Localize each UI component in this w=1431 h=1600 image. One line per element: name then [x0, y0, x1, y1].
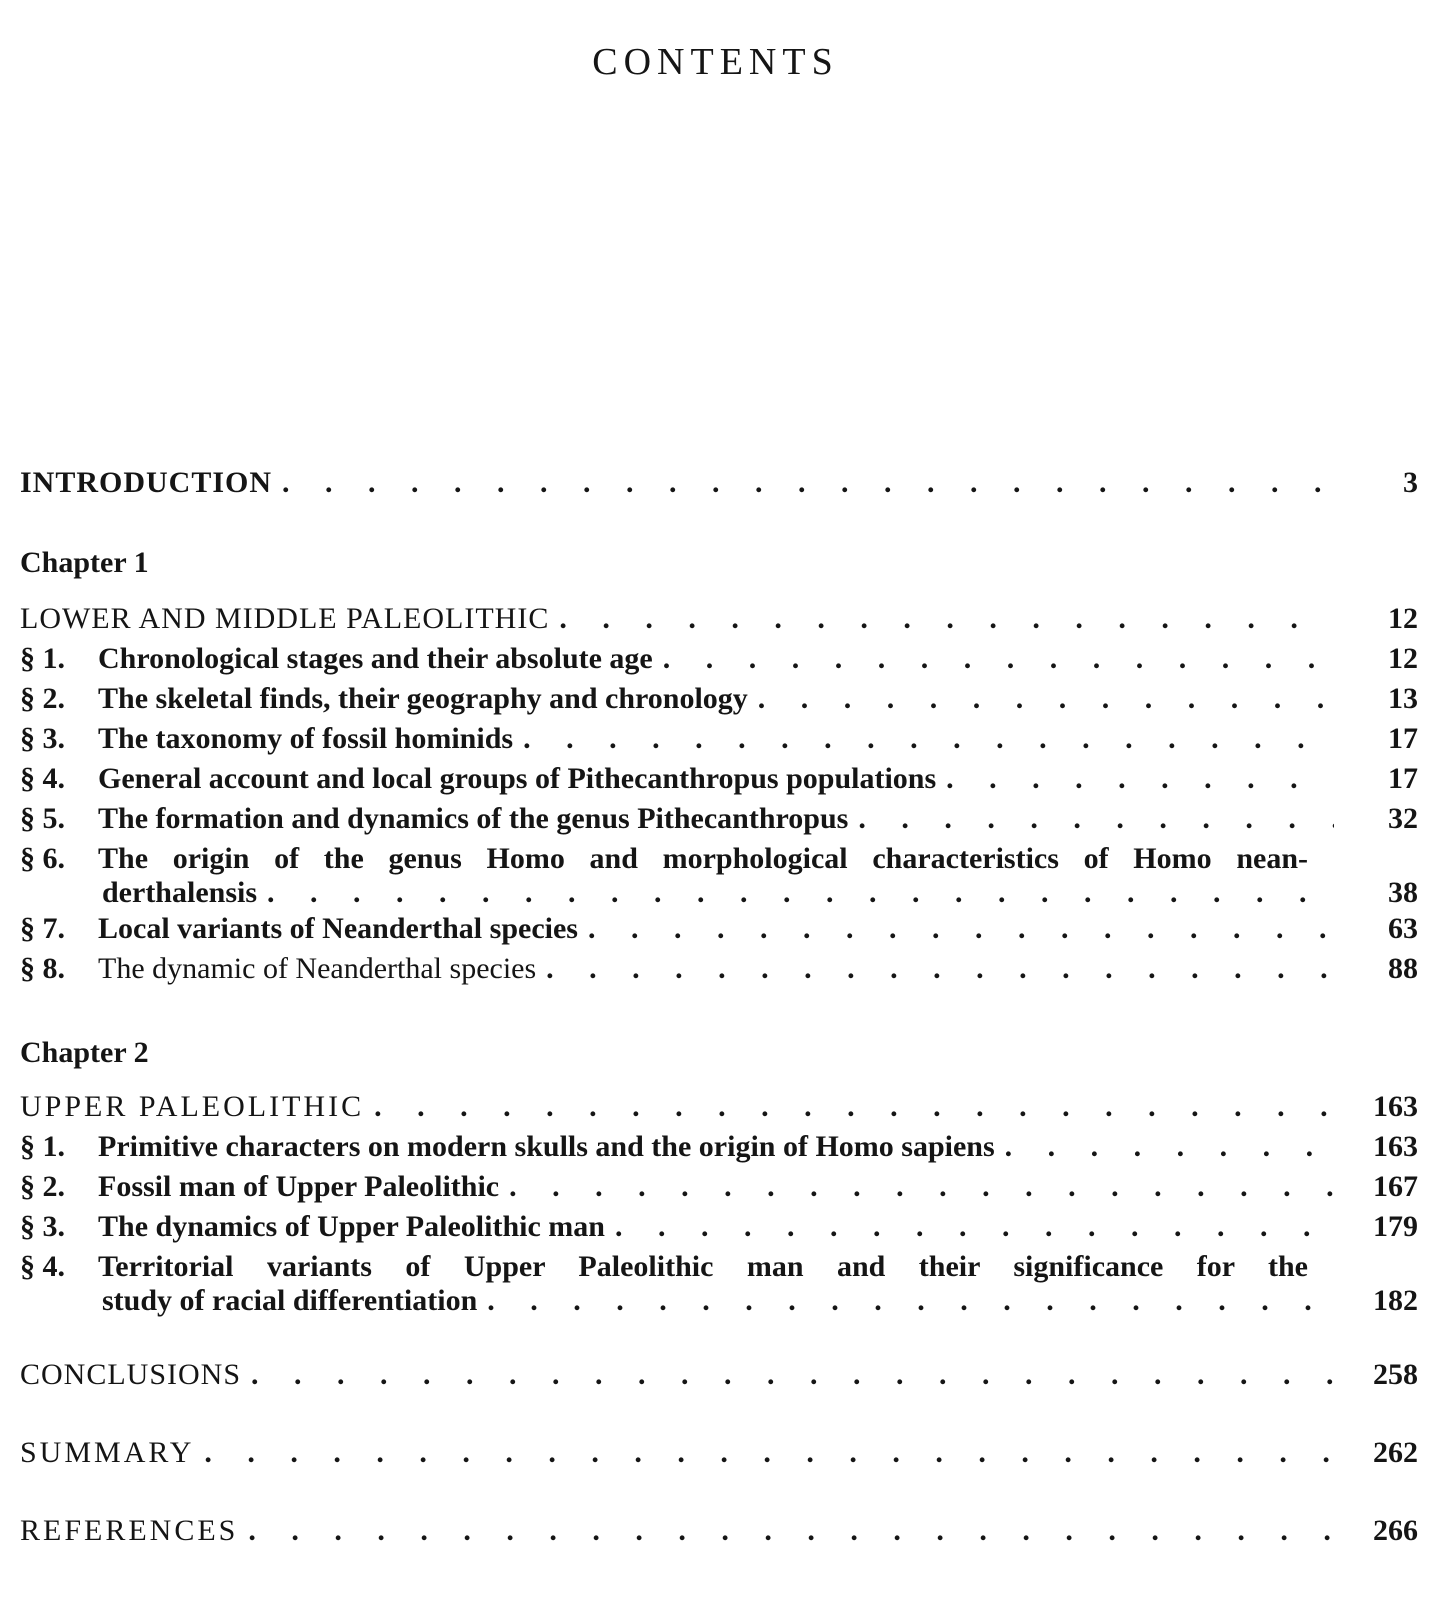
section-title: The formation and dynamics of the genus Pithecanthropus [98, 802, 849, 835]
toc-page-number: 32 [1388, 802, 1418, 835]
toc-page-number: 13 [1388, 682, 1418, 715]
dot-leader [663, 642, 1334, 676]
toc-page-number: 258 [1373, 1358, 1418, 1391]
toc-entry-label [20, 952, 536, 986]
dot-leader [509, 1170, 1334, 1204]
dot-leader [248, 1514, 1334, 1548]
section-number: § 3. [20, 722, 65, 755]
chapter-heading: Chapter 2 [20, 1036, 149, 1069]
section-number: § 5. [20, 802, 65, 835]
toc-entry-label [20, 762, 936, 796]
toc-page-number: 167 [1373, 1170, 1418, 1203]
toc-entry-section [20, 802, 1418, 836]
toc-entry-section-multiline [20, 842, 1418, 910]
toc-entry-references [20, 1514, 1418, 1548]
dot-leader [204, 1436, 1334, 1470]
section-title: The dynamic of Neanderthal species [98, 952, 537, 985]
section-title: General account and local groups of Pithecanthropus populations [98, 762, 937, 795]
toc-page-number: 17 [1388, 722, 1418, 755]
toc-entry-section [20, 1130, 1418, 1164]
toc-entry-section [20, 682, 1418, 716]
toc-page-number: 266 [1373, 1514, 1418, 1547]
toc-entry-section [20, 1170, 1418, 1204]
toc-page-number: 38 [1388, 876, 1418, 909]
dot-leader [758, 682, 1334, 716]
section-number: § 2. [20, 1170, 65, 1203]
section-title: Fossil man of Upper Paleolithic [98, 1170, 500, 1203]
toc-entry-part [20, 602, 1418, 636]
toc-entry-section [20, 1210, 1418, 1244]
section-title: Primitive characters on modern skulls and the origin of Homo sapiens [98, 1130, 995, 1163]
toc-page-number: 163 [1373, 1130, 1418, 1163]
toc-entry-label [20, 682, 748, 716]
toc-page-number: 262 [1373, 1436, 1418, 1469]
dot-leader [588, 912, 1334, 946]
toc-entry-label [20, 1170, 499, 1204]
dot-leader [267, 876, 1334, 910]
section-number: § 1. [20, 1130, 65, 1163]
toc-page-number: 12 [1388, 642, 1418, 675]
section-number: § 1. [20, 642, 65, 675]
section-number: § 3. [20, 1210, 65, 1243]
section-title: The skeletal finds, their geography and chronology [98, 682, 748, 715]
toc-entry-label: UPPER PALEOLITHIC [20, 1090, 365, 1123]
toc-entry-label [20, 1210, 605, 1244]
toc-entry-section [20, 952, 1418, 986]
toc-entry-label: LOWER AND MIDDLE PALEOLITHIC [20, 602, 550, 635]
toc-entry-label [20, 1130, 995, 1164]
toc-page-number: 179 [1373, 1210, 1418, 1243]
dot-leader [858, 802, 1334, 836]
toc-page-number: 182 [1373, 1284, 1418, 1317]
section-number: § 6. [20, 842, 65, 875]
section-number: § 7. [20, 912, 65, 945]
section-number: § 4. [20, 1250, 65, 1283]
section-title-line1: The origin of the genus Homo and morphological characteristics of Homo nean- [98, 842, 1308, 875]
chapter-heading: Chapter 1 [20, 546, 149, 579]
toc-page-number: 88 [1388, 952, 1418, 985]
toc-entry-label [20, 722, 513, 756]
section-title-line2: study of racial differentiation [102, 1284, 478, 1317]
dot-leader [615, 1210, 1334, 1244]
toc-page-number: 17 [1388, 762, 1418, 795]
toc-entry-label [20, 642, 653, 676]
section-number: § 2. [20, 682, 65, 715]
toc-entry-label: INTRODUCTION [20, 466, 273, 499]
dot-leader [1005, 1130, 1334, 1164]
toc-entry-conclusions [20, 1358, 1418, 1392]
toc-entry-section [20, 762, 1418, 796]
toc-page-number: 63 [1388, 912, 1418, 945]
section-title: The taxonomy of fossil hominids [98, 722, 514, 755]
section-title-line2: derthalensis [102, 876, 258, 909]
toc-page-number: 12 [1388, 602, 1418, 635]
section-title: Local variants of Neanderthal species [98, 912, 578, 945]
toc-entry-summary [20, 1436, 1418, 1470]
page-title: CONTENTS [592, 41, 839, 83]
dot-leader [282, 466, 1334, 500]
section-number: § 8. [20, 952, 65, 985]
toc-entry-label: SUMMARY [20, 1436, 195, 1469]
toc-entry-introduction [20, 466, 1418, 500]
section-title-line1: Territorial variants of Upper Paleolithic man and their significance for the [98, 1250, 1308, 1283]
toc-entry-label: REFERENCES [20, 1514, 239, 1547]
dot-leader [946, 762, 1334, 796]
dot-leader [374, 1090, 1334, 1124]
toc-entry-label [20, 802, 848, 836]
dot-leader [546, 952, 1334, 986]
toc-page-number: 163 [1373, 1090, 1418, 1123]
dot-leader [487, 1284, 1334, 1318]
toc-entry-label: CONCLUSIONS [20, 1358, 242, 1391]
section-title: The dynamics of Upper Paleolithic man [98, 1210, 605, 1243]
toc-entry-part [20, 1090, 1418, 1124]
section-number: § 4. [20, 762, 65, 795]
toc-entry-section [20, 912, 1418, 946]
toc-entry-section [20, 722, 1418, 756]
toc-entry-section [20, 642, 1418, 676]
toc-entry-label [20, 912, 578, 946]
dot-leader [251, 1358, 1334, 1392]
section-title: Chronological stages and their absolute age [98, 642, 653, 675]
dot-leader [559, 602, 1334, 636]
toc-entry-section-multiline [20, 1250, 1418, 1318]
toc-page-number: 3 [1403, 466, 1418, 499]
dot-leader [523, 722, 1334, 756]
